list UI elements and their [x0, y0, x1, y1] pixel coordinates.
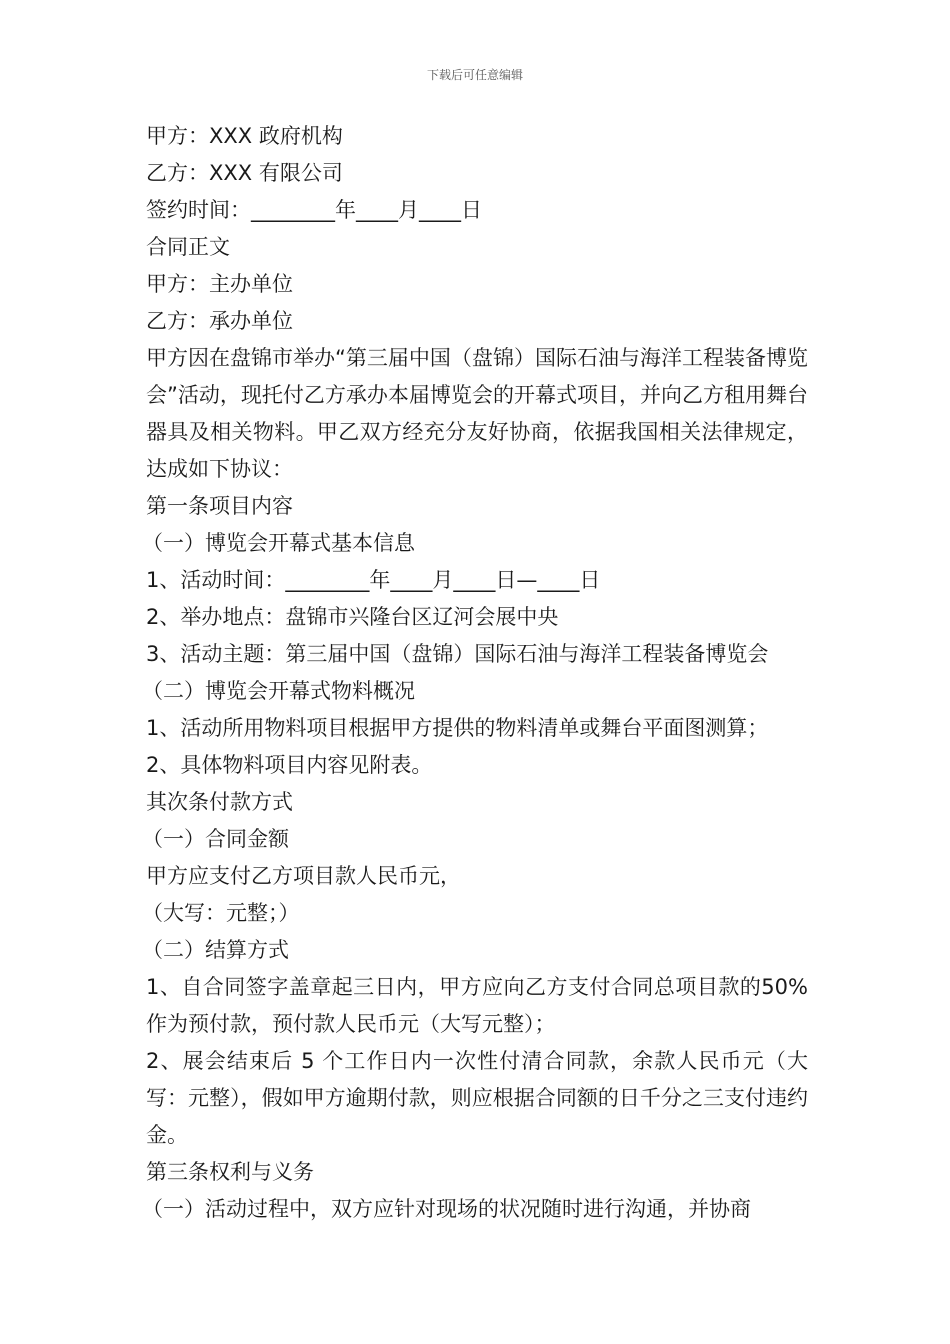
article-1-heading: 第一条项目内容: [146, 494, 293, 518]
settlement-item-2: 2、展会结束后 5 个工作日内一次性付清合同款，余款人民币元（大写：元整），假如甲方逾期付款，则应根据合同额的日千分之三支付违约金。: [146, 1049, 808, 1147]
party-b-line: 乙方：XXX 有限公司: [146, 161, 343, 185]
article-2-heading: 其次条付款方式: [146, 790, 293, 814]
event-time-line: 1、活动时间：________年____月____日—____日: [146, 568, 601, 592]
contract-body: [142, 118, 808, 1228]
article-3-heading: 第三条权利与义务: [146, 1160, 314, 1184]
event-theme-line: 3、活动主题：第三届中国（盘锦）国际石油与海洋工程装备博览会: [146, 642, 769, 666]
page-header-note: 下载后可任意编辑: [426, 68, 523, 82]
signing-date-line: 签约时间：________年____月____日: [146, 198, 482, 222]
section-2-2-heading: （二）结算方式: [142, 938, 289, 962]
section-1-1-heading: （一）博览会开幕式基本信息: [142, 531, 415, 555]
settlement-item-1: 1、自合同签字盖章起三日内，甲方应向乙方支付合同总项目款的50%作为预付款，预付款人民币元（大写元整）；: [146, 975, 808, 1036]
contract-text-heading: 合同正文: [146, 235, 230, 259]
party-a-role: 甲方：主办单位: [146, 272, 293, 296]
section-1-2-heading: （二）博览会开幕式物料概况: [142, 679, 415, 703]
event-venue-line: 2、举办地点：盘锦市兴隆台区辽河会展中央: [146, 605, 559, 629]
section-3-1-text: （一）活动过程中，双方应针对现场的状况随时进行沟通，并协商: [142, 1197, 751, 1221]
party-b-role: 乙方：承办单位: [146, 309, 293, 333]
amount-in-words-line: （大写：元整；）: [142, 901, 300, 925]
materials-item-1: 1、活动所用物料项目根据甲方提供的物料清单或舞台平面图测算；: [146, 716, 769, 740]
party-a-line: 甲方：XXX 政府机构: [146, 124, 343, 148]
materials-item-2: 2、具体物料项目内容见附表。: [146, 753, 433, 777]
contract-amount-line: 甲方应支付乙方项目款人民币元，: [146, 864, 461, 888]
section-2-1-heading: （一）合同金额: [142, 827, 289, 851]
preamble-paragraph: 甲方因在盘锦市举办“第三届中国（盘锦）国际石油与海洋工程装备博览会”活动，现托付乙方承办本届博览会的开幕式项目，并向乙方租用舞台器具及相关物料。甲乙双方经充分友好协商，依据我国相关法律规定，达成如下协议：: [146, 346, 808, 481]
